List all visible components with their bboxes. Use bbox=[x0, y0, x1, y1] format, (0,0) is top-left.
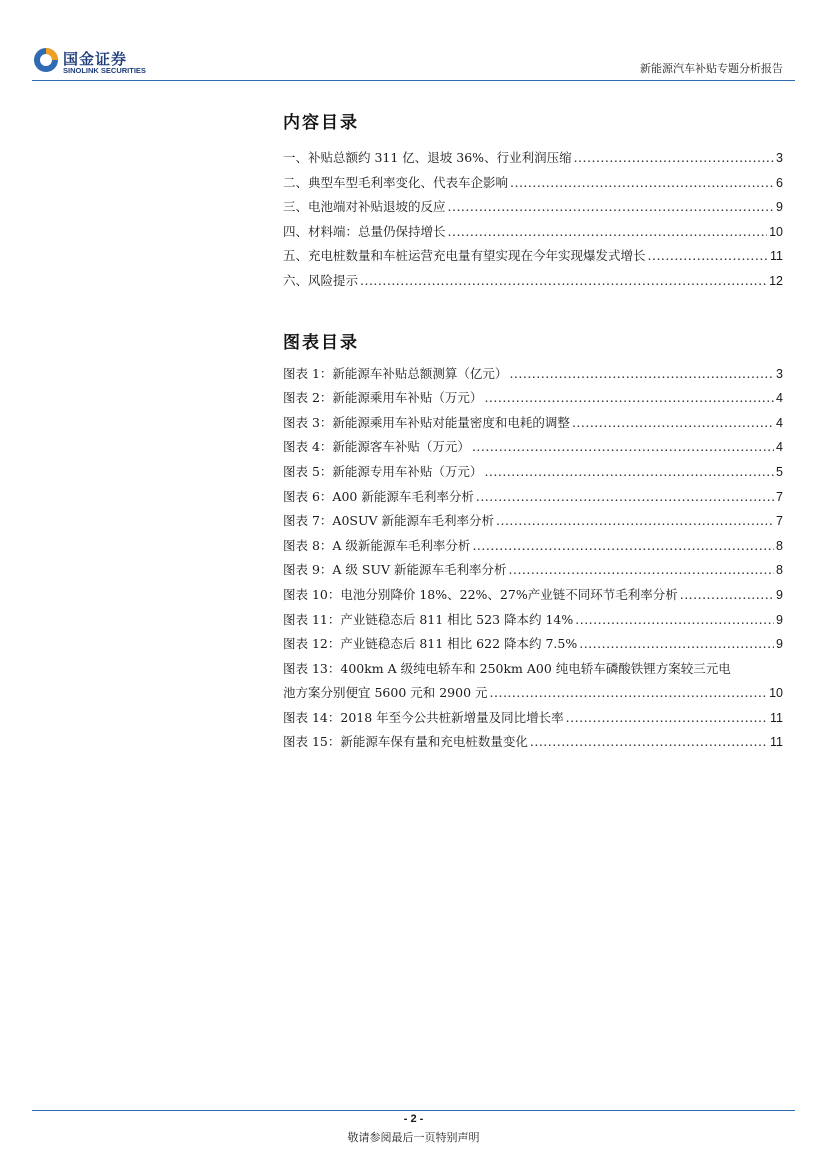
figure-entry[interactable] bbox=[283, 558, 783, 583]
logo-en-text: SINOLINK SECURITIES bbox=[63, 66, 146, 75]
header-divider bbox=[32, 80, 795, 81]
figure-entry-text: 图表 6：A00 新能源车毛利率分析 bbox=[283, 488, 474, 504]
figures-list bbox=[283, 362, 783, 756]
toc-entry-text: 二、典型车型毛利率变化、代表车企影响 bbox=[283, 174, 509, 190]
figure-entry-page: 7 bbox=[776, 489, 783, 504]
figure-entry[interactable] bbox=[283, 730, 783, 755]
leader-dots bbox=[448, 195, 775, 220]
toc-entry-text: 一、补贴总额约 311 亿、退坡 36%、行业利润压缩 bbox=[283, 150, 572, 165]
toc-entry-page: 10 bbox=[769, 224, 783, 239]
toc-entry-text: 三、电池端对补贴退坡的反应 bbox=[283, 199, 446, 215]
leader-dots bbox=[648, 244, 769, 269]
figure-entry[interactable] bbox=[283, 534, 783, 559]
company-logo bbox=[32, 46, 162, 80]
toc-entry-page: 9 bbox=[776, 200, 783, 215]
leader-dots bbox=[496, 509, 774, 534]
figure-entry-text: 图表 3：新能源乘用车补贴对能量密度和电耗的调整 bbox=[283, 414, 570, 430]
figure-entry-page: 3 bbox=[776, 366, 783, 381]
leader-dots bbox=[510, 171, 774, 196]
figure-entry-text: 图表 8：A 级新能源车毛利率分析 bbox=[283, 537, 471, 553]
leader-dots bbox=[680, 583, 774, 608]
figure-entry-page: 11 bbox=[770, 735, 783, 750]
figure-entry-text: 图表 15：新能源车保有量和充电桩数量变化 bbox=[283, 734, 528, 750]
figure-entry[interactable] bbox=[283, 706, 783, 731]
figures-heading: 图表目录 bbox=[283, 332, 359, 353]
leader-dots bbox=[476, 485, 774, 510]
leader-dots bbox=[509, 558, 775, 583]
leader-dots bbox=[575, 608, 774, 633]
figure-entry[interactable] bbox=[283, 386, 783, 411]
leader-dots bbox=[472, 534, 774, 559]
leader-dots bbox=[448, 220, 768, 245]
toc-entry-page: 6 bbox=[776, 175, 783, 190]
leader-dots bbox=[566, 706, 768, 731]
leader-dots bbox=[579, 632, 774, 657]
figure-entry-page: 8 bbox=[776, 538, 783, 553]
leader-dots bbox=[490, 681, 768, 706]
leader-dots bbox=[484, 386, 774, 411]
figure-entry-page: 9 bbox=[776, 587, 783, 602]
figure-entry-text: 图表 4：新能源客车补贴（万元） bbox=[283, 439, 470, 455]
figure-entry[interactable] bbox=[283, 657, 783, 706]
leader-dots bbox=[572, 411, 774, 436]
figure-entry-text: 图表 9：A 级 SUV 新能源车毛利率分析 bbox=[283, 562, 507, 578]
toc-entry[interactable] bbox=[283, 220, 783, 245]
contents-heading: 内容目录 bbox=[283, 113, 359, 133]
figure-entry[interactable] bbox=[283, 509, 783, 534]
figure-entry[interactable] bbox=[283, 608, 783, 633]
figure-entry-text: 图表 11：产业链稳态后 811 相比 523 降本约 14% bbox=[283, 611, 574, 627]
figure-entry[interactable] bbox=[283, 362, 783, 387]
leader-dots bbox=[360, 269, 767, 294]
toc-entry-page: 11 bbox=[770, 249, 783, 264]
toc-content bbox=[283, 110, 783, 755]
figure-entry-text: 图表 7：A0SUV 新能源车毛利率分析 bbox=[283, 513, 495, 529]
figure-entry-page: 4 bbox=[776, 415, 783, 430]
figure-entry-text: 图表 12：产业链稳态后 811 相比 622 降本约 7.5% bbox=[283, 636, 578, 652]
figure-entry[interactable] bbox=[283, 583, 783, 608]
leader-dots bbox=[509, 362, 774, 387]
leader-dots bbox=[484, 460, 774, 485]
figure-entry-text-2: 池方案分别便宜 5600 元和 2900 元 bbox=[283, 685, 488, 701]
toc-entry[interactable] bbox=[283, 244, 783, 269]
figure-entry[interactable] bbox=[283, 460, 783, 485]
toc-entry-page: 3 bbox=[776, 151, 783, 165]
leader-dots bbox=[574, 146, 774, 171]
figure-entry-page: 10 bbox=[769, 686, 783, 701]
figure-entry-page: 5 bbox=[776, 464, 783, 479]
logo-cn-text: 国金证券 bbox=[63, 50, 128, 68]
toc-entry[interactable] bbox=[283, 269, 783, 294]
figure-entry-text: 图表 14：2018 年至今公共桩新增量及同比增长率 bbox=[283, 709, 564, 725]
figure-entry-text: 图表 13：400km A 级纯电轿车和 250km A00 纯电轿车磷酸铁锂方案较三元电 bbox=[283, 660, 731, 676]
toc-entry-text: 六、风险提示 bbox=[283, 272, 359, 288]
contents-list bbox=[283, 146, 783, 294]
figure-entry[interactable] bbox=[283, 435, 783, 460]
figure-entry[interactable] bbox=[283, 411, 783, 436]
leader-dots bbox=[530, 730, 768, 755]
figure-entry-page: 9 bbox=[776, 637, 783, 652]
figure-entry-text: 图表 1：新能源车补贴总额测算（亿元） bbox=[283, 365, 508, 381]
footer-divider bbox=[32, 1110, 795, 1111]
figure-entry-text: 图表 10：电池分别降价 18%、22%、27%产业链不同环节毛利率分析 bbox=[283, 586, 678, 602]
figure-entry-page: 9 bbox=[776, 612, 783, 627]
figure-entry-page: 7 bbox=[776, 514, 783, 529]
report-title: 新能源汽车补贴专题分析报告 bbox=[640, 62, 783, 75]
toc-entry-text: 五、充电桩数量和车桩运营充电量有望实现在今年实现爆发式增长 bbox=[283, 248, 646, 264]
toc-entry[interactable] bbox=[283, 195, 783, 220]
toc-entry[interactable] bbox=[283, 146, 783, 171]
leader-dots bbox=[472, 435, 774, 460]
toc-entry-text: 四、材料端：总量仍保持增长 bbox=[283, 223, 446, 239]
figure-entry-page: 11 bbox=[770, 710, 783, 725]
toc-entry[interactable] bbox=[283, 171, 783, 196]
toc-entry-page: 12 bbox=[769, 273, 783, 288]
figure-entry-text: 图表 5：新能源专用车补贴（万元） bbox=[283, 463, 483, 479]
page-header bbox=[0, 0, 827, 80]
logo-mark-icon bbox=[32, 46, 60, 74]
figure-entry[interactable] bbox=[283, 485, 783, 510]
page-number: - 2 - bbox=[403, 1113, 424, 1125]
figure-entry-continuation bbox=[283, 681, 783, 706]
footer-disclaimer: 敬请参阅最后一页特别声明 bbox=[347, 1131, 480, 1144]
figure-entry[interactable] bbox=[283, 632, 783, 657]
figure-entry-page: 4 bbox=[776, 391, 783, 406]
figure-entry-text: 图表 2：新能源乘用车补贴（万元） bbox=[283, 390, 483, 406]
figure-entry-page: 4 bbox=[776, 440, 783, 455]
figure-entry-page: 8 bbox=[776, 563, 783, 578]
